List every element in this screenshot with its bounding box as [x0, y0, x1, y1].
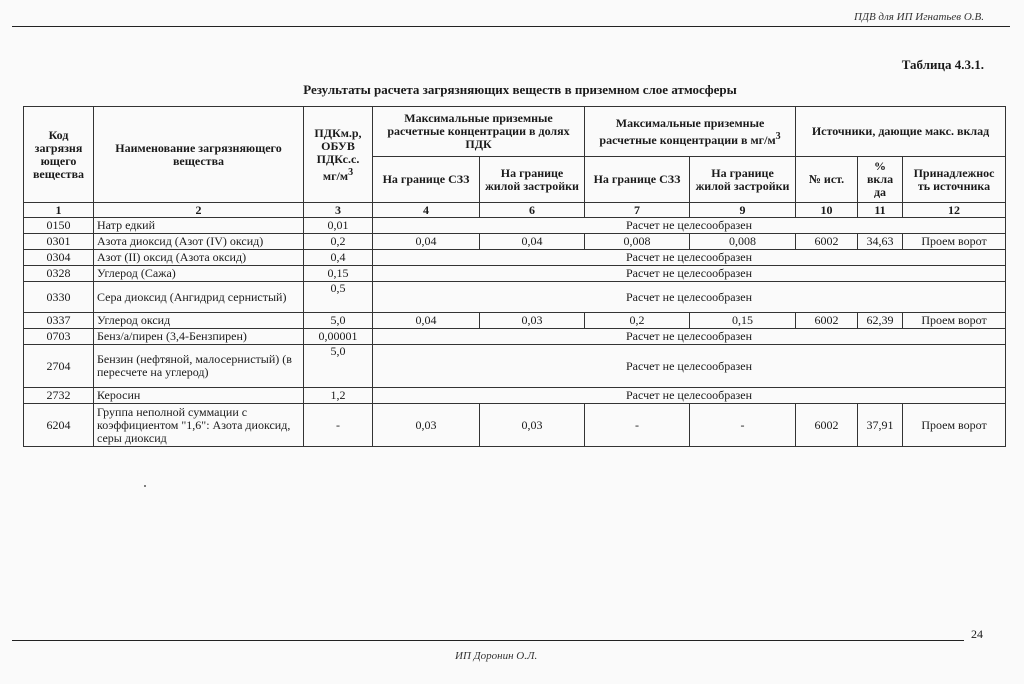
not-applicable-note: Расчет не целесообразен — [373, 282, 1006, 313]
pdk-value: 5,0 — [304, 313, 373, 329]
substance-code: 0328 — [24, 266, 94, 282]
zhil-pdk-value: 0,04 — [480, 234, 585, 250]
col-num: 6 — [480, 203, 585, 218]
not-applicable-note: Расчет не целесообразен — [373, 329, 1006, 345]
substance-name: Азот (II) оксид (Азота оксид) — [94, 250, 304, 266]
header-szz-2: На границе СЗЗ — [585, 157, 690, 203]
col-num: 2 — [94, 203, 304, 218]
substance-name: Азота диоксид (Азот (IV) оксид) — [94, 234, 304, 250]
substance-name: Керосин — [94, 388, 304, 404]
not-applicable-note: Расчет не целесообразен — [373, 250, 1006, 266]
source-number: 6002 — [796, 234, 858, 250]
substance-name: Бенз/а/пирен (3,4-Бензпирен) — [94, 329, 304, 345]
footer-rule — [12, 640, 964, 641]
substance-code: 2704 — [24, 345, 94, 388]
col-num: 7 — [585, 203, 690, 218]
not-applicable-note: Расчет не целесообразен — [373, 218, 1006, 234]
table-row — [24, 250, 1006, 266]
header-percent: % вкла да — [858, 157, 903, 203]
pdk-value: 1,2 — [304, 388, 373, 404]
table-row — [24, 404, 1006, 447]
szz-mg-value: 0,008 — [585, 234, 690, 250]
substance-code: 0304 — [24, 250, 94, 266]
pdk-value: 0,2 — [304, 234, 373, 250]
contribution-percent: 34,63 — [858, 234, 903, 250]
source-number: 6002 — [796, 404, 858, 447]
header-source-no: № ист. — [796, 157, 858, 203]
table-row — [24, 218, 1006, 234]
substance-code: 0301 — [24, 234, 94, 250]
header-zhil-2: На границе жилой застройки — [690, 157, 796, 203]
pdk-value: - — [304, 404, 373, 447]
source-number: 6002 — [796, 313, 858, 329]
substance-name: Углерод оксид — [94, 313, 304, 329]
not-applicable-note: Расчет не целесообразен — [373, 388, 1006, 404]
col-num: 11 — [858, 203, 903, 218]
not-applicable-note: Расчет не целесообразен — [373, 345, 1006, 388]
substance-code: 2732 — [24, 388, 94, 404]
col-num: 4 — [373, 203, 480, 218]
substance-code: 6204 — [24, 404, 94, 447]
source-owner: Проем ворот — [903, 313, 1006, 329]
szz-mg-value: - — [585, 404, 690, 447]
not-applicable-note: Расчет не целесообразен — [373, 266, 1006, 282]
table-row — [24, 345, 1006, 388]
header-name: Наименование загрязняющего вещества — [94, 107, 304, 203]
substance-code: 0337 — [24, 313, 94, 329]
page-footer-text: ИП Доронин О.Л. — [455, 650, 538, 662]
results-table — [23, 106, 1006, 447]
zhil-mg-value: - — [690, 404, 796, 447]
substance-code: 0703 — [24, 329, 94, 345]
scan-speck — [144, 485, 146, 487]
col-num: 9 — [690, 203, 796, 218]
table-row — [24, 313, 1006, 329]
header-pdk: ПДКм.р, ОБУВ ПДКс.с. $мг/м^3$ — [304, 107, 373, 203]
substance-code: 0330 — [24, 282, 94, 313]
table-row — [24, 266, 1006, 282]
column-number-row — [24, 203, 1006, 218]
zhil-pdk-value: 0,03 — [480, 313, 585, 329]
pdk-value: 0,15 — [304, 266, 373, 282]
table-row — [24, 234, 1006, 250]
zhil-mg-value: 0,15 — [690, 313, 796, 329]
pdk-value: 5,0 — [304, 345, 373, 388]
col-num: 12 — [903, 203, 1006, 218]
substance-name: Сера диоксид (Ангидрид сернистый) — [94, 282, 304, 313]
pdk-value: 0,00001 — [304, 329, 373, 345]
zhil-mg-value: 0,008 — [690, 234, 796, 250]
header-max-pdk-fraction: Максимальные приземные расчетные концентрации в долях ПДК — [373, 107, 585, 157]
zhil-pdk-value: 0,03 — [480, 404, 585, 447]
page-number: 24 — [971, 627, 983, 641]
szz-pdk-value: 0,03 — [373, 404, 480, 447]
source-owner: Проем ворот — [903, 234, 1006, 250]
table-row — [24, 329, 1006, 345]
szz-pdk-value: 0,04 — [373, 234, 480, 250]
substance-name: Группа неполной суммации с коэффициентом "1,6": Азота диоксид, серы диоксид — [94, 404, 304, 447]
table-number: Таблица 4.3.1. — [901, 57, 984, 72]
col-num: 10 — [796, 203, 858, 218]
contribution-percent: 62,39 — [858, 313, 903, 329]
substance-name: Натр едкий — [94, 218, 304, 234]
szz-mg-value: 0,2 — [585, 313, 690, 329]
substance-name: Углерод (Сажа) — [94, 266, 304, 282]
table-title: Результаты расчета загрязняющих веществ в приземном слое атмосферы — [303, 82, 737, 97]
header-zhil-1: На границе жилой застройки — [480, 157, 585, 203]
table-row — [24, 282, 1006, 313]
szz-pdk-value: 0,04 — [373, 313, 480, 329]
substance-name: Бензин (нефтяной, малосернистый) (в пересчете на углерод) — [94, 345, 304, 388]
col-num: 3 — [304, 203, 373, 218]
pdk-value: 0,01 — [304, 218, 373, 234]
header-sources: Источники, дающие макс. вклад — [796, 107, 1006, 157]
header-max-mg: Максимальные приземные расчетные концентрации в $мг/м^3$ — [585, 107, 796, 157]
substance-code: 0150 — [24, 218, 94, 234]
header-szz-1: На границе СЗЗ — [373, 157, 480, 203]
pdk-value: 0,5 — [304, 282, 373, 313]
pdk-value: 0,4 — [304, 250, 373, 266]
page-header-text: ПДВ для ИП Игнатьев О.В. — [854, 11, 984, 23]
header-code: Код загрязня ющего вещества — [24, 107, 94, 203]
header-rule — [12, 26, 1010, 27]
source-owner: Проем ворот — [903, 404, 1006, 447]
table-row — [24, 388, 1006, 404]
contribution-percent: 37,91 — [858, 404, 903, 447]
col-num: 1 — [24, 203, 94, 218]
header-belong: Принадлежнос ть источника — [903, 157, 1006, 203]
